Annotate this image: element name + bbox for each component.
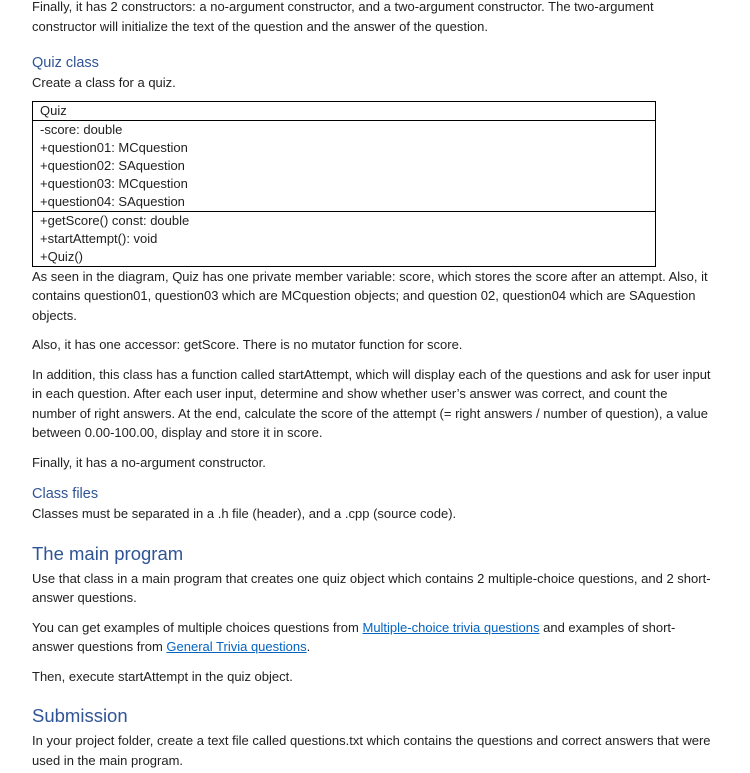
general-trivia-link[interactable]: General Trivia questions: [166, 639, 307, 654]
uml-attribute: -score: double: [40, 121, 123, 137]
main-program-links-para: [32, 618, 712, 657]
class-files-text: Classes must be separated in a .h file (header), and a .cpp (source code).: [32, 506, 457, 521]
uml-attribute: +question03: MCquestion: [40, 175, 188, 191]
uml-attributes: [33, 120, 656, 211]
uml-attribute: +question01: MCquestion: [40, 139, 188, 155]
main-program-execute: Then, execute startAttempt in the quiz object.: [32, 668, 293, 684]
quiz-para-accessor: Also, it has one accessor: getScore. There is no mutator function for score.: [32, 337, 463, 352]
quiz-para-constructor: Finally, it has a no-argument constructor.: [32, 454, 266, 470]
submission-text: In your project folder, create a text file called questions.txt which contains the questions and correct answers that were used in the main program.: [32, 733, 711, 768]
links-text-after: .: [306, 639, 311, 654]
multiple-choice-link[interactable]: Multiple-choice trivia questions: [362, 619, 540, 635]
document-page: [32, 0, 712, 770]
uml-method: +startAttempt(): void: [40, 230, 158, 246]
uml-attribute: +question02: SAquestion: [40, 157, 185, 173]
uml-methods: [33, 211, 656, 266]
quiz-class-heading: Quiz class: [32, 55, 99, 71]
uml-attribute: +question04: SAquestion: [40, 193, 185, 209]
main-program-para: Use that class in a main program that creates one quiz object which contains 2 multiple-choice questions, and 2 short-answer questions.: [32, 570, 711, 605]
quiz-class-intro: Create a class for a quiz.: [32, 75, 176, 90]
quiz-para-start-attempt: In addition, this class has a function called startAttempt, which will display each of the questions and ask for user input in each question. After each user input, determine and show whether user’s answer was correct, and count the number of right answers. At the end, calculate the score of the attempt (= right answers / number of question), a value between 0.00-100.00, display and store it in score.: [32, 366, 711, 440]
quiz-uml-diagram: [32, 101, 656, 267]
links-text-middle: and examples of short-answer questions from: [32, 619, 676, 654]
class-files-heading: Class files: [32, 486, 99, 502]
submission-heading: Submission: [32, 705, 128, 726]
uml-method: +Quiz(): [40, 248, 83, 264]
links-text-before: You can get examples of multiple choices questions from: [32, 619, 363, 635]
uml-class-name: Quiz: [33, 101, 656, 120]
main-program-heading: The main program: [32, 542, 184, 564]
intro-paragraph: Finally, it has 2 constructors: a no-argument constructor, and a two-argument constructor. The two-argument constructor will initialize the text of the question and the answer of the question.: [32, 0, 654, 34]
uml-method: +getScore() const: double: [40, 212, 190, 228]
quiz-para-members: As seen in the diagram, Quiz has one private member variable: score, which stores the score after an attempt. Also, it contains question01, question03 which are MCquestion objects; and question 02, question04 which are SAquestion objects.: [32, 268, 708, 323]
